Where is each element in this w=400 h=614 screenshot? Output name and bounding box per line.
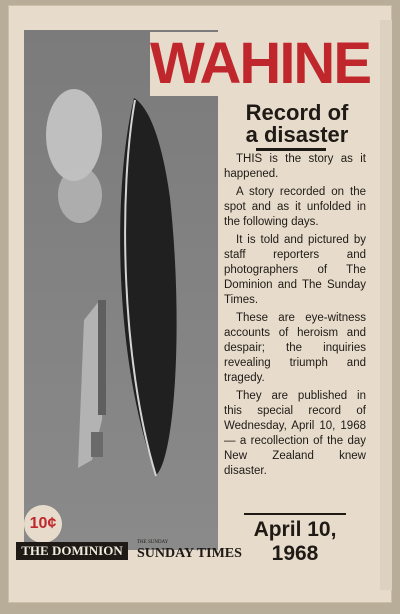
date-line-2: 1968	[271, 542, 319, 565]
paragraph: It is told and pictured by staff reporters and photographers of The Dominion and The Sunday Times.	[224, 234, 366, 306]
sunday-times-masthead	[137, 541, 245, 561]
price-badge: 10¢	[24, 505, 62, 543]
story-title	[224, 102, 370, 146]
paragraph: THIS is the story as it happened.	[224, 153, 366, 180]
title-line-1: Record of	[245, 100, 349, 125]
paragraph: These are eye-witness accounts of heroism and despair; the inquiries revealing triumph and tragedy.	[224, 312, 366, 384]
sunday-small-label: THE SUNDAY	[137, 540, 169, 545]
ship-photo	[24, 30, 218, 550]
issue-date	[232, 518, 358, 566]
story-body	[224, 152, 366, 482]
ship-illustration	[24, 30, 218, 550]
title-rule	[256, 148, 326, 151]
paragraph: A story recorded on the spot and as it unfolded in the following days.	[224, 186, 366, 228]
date-line-1: April 10,	[253, 518, 337, 541]
sunday-big-label: SUNDAY TIMES	[137, 546, 242, 561]
title-line-2: a disaster	[245, 122, 349, 147]
date-rule	[244, 513, 346, 515]
dominion-masthead: THE DOMINION	[16, 542, 128, 560]
headline: WAHINE	[150, 31, 370, 96]
paragraph: They are published in this special record of Wednesday, April 10, 1968 — a recollection of the day New Zealand knew disaster.	[224, 390, 366, 477]
paper-edge	[380, 20, 392, 590]
